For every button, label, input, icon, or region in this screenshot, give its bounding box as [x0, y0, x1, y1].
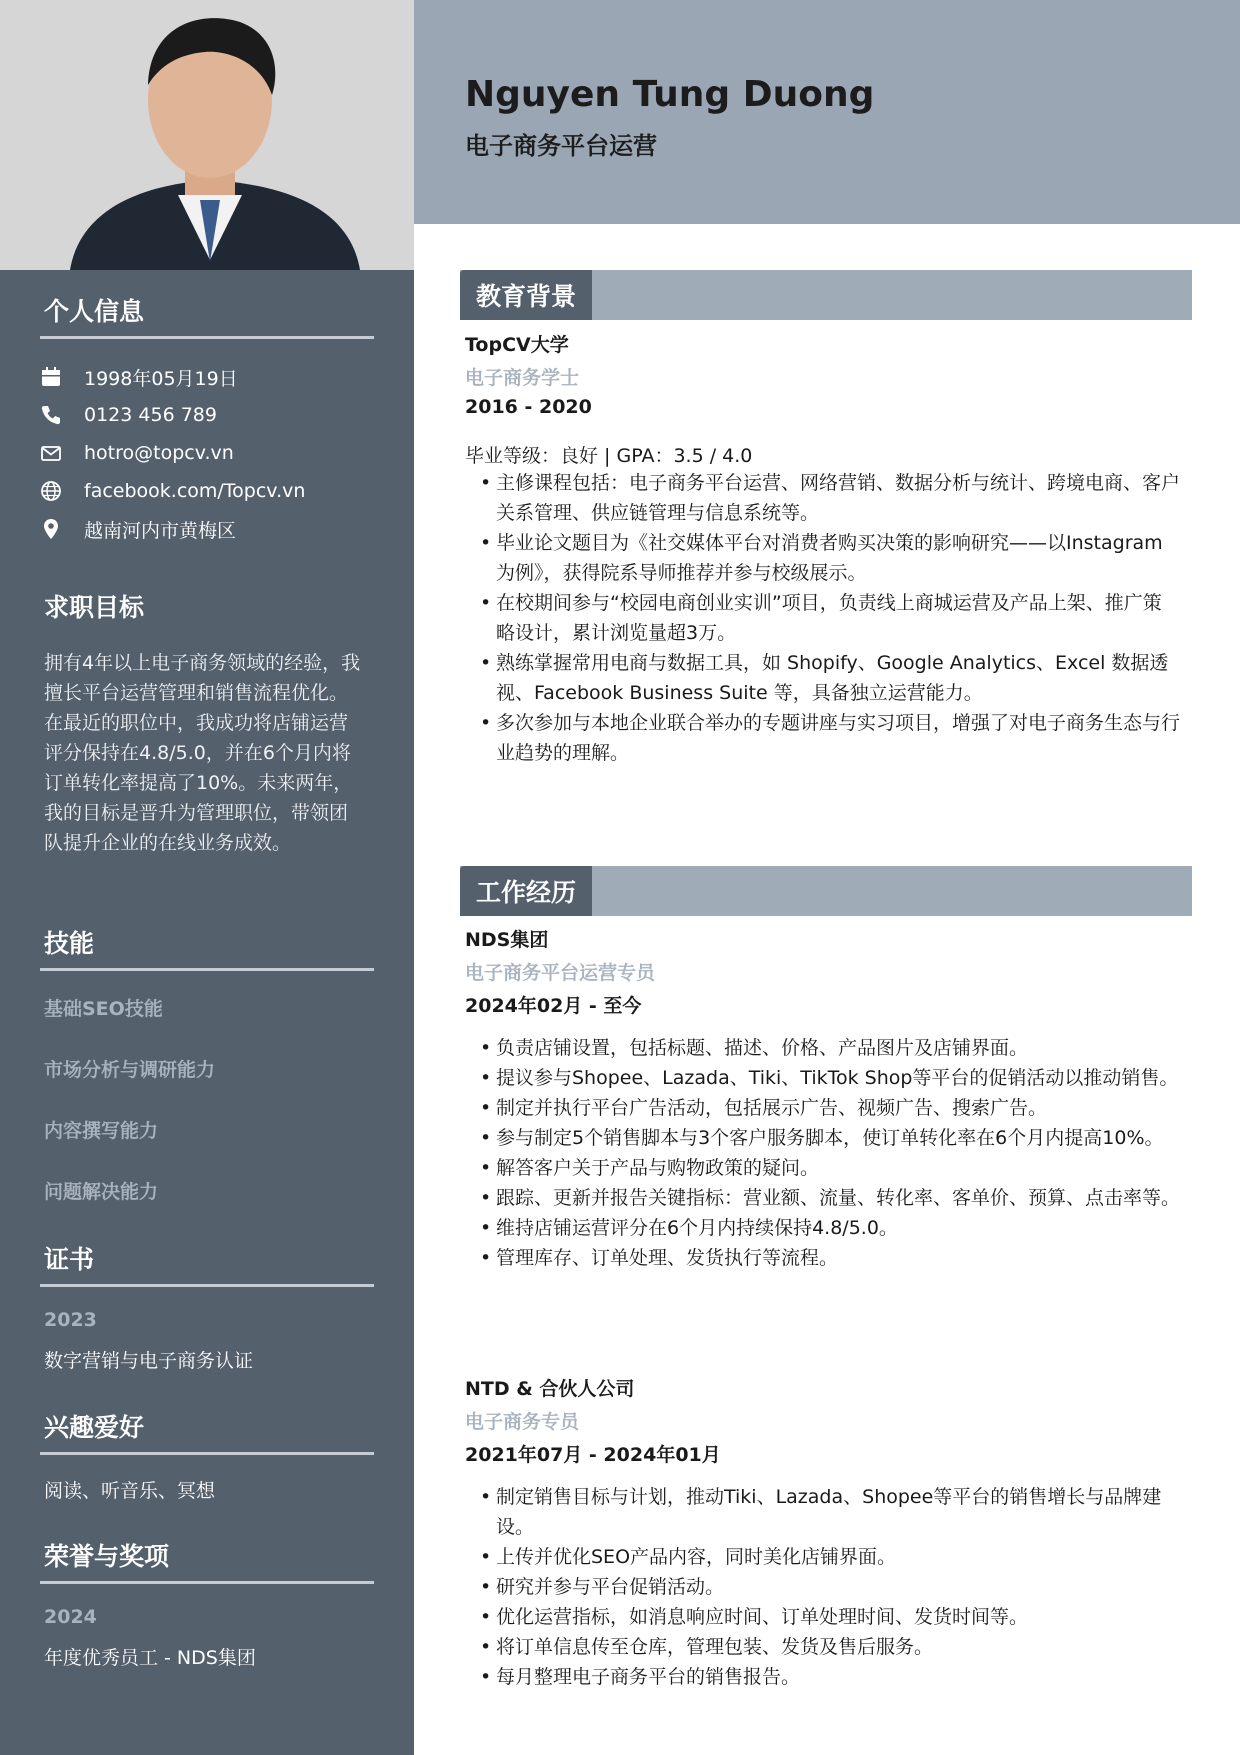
contact-email [40, 438, 234, 468]
interests-heading [44, 1408, 374, 1444]
contact-birthday-text: 1998年05月19日 [84, 367, 238, 390]
education-school: TopCV大学 [465, 334, 569, 356]
job-role: 电子商务专员 [465, 1411, 580, 1433]
list-item: • 制定并执行平台广告活动，包括展示广告、视频广告、搜索广告。 [480, 1093, 1180, 1123]
award-year: 2024 [44, 1606, 97, 1628]
contact-phone-text: 0123 456 789 [84, 404, 217, 426]
job-company: NTD & 合伙人公司 [465, 1378, 635, 1400]
list-item: • 在校期间参与“校园电商创业实训”项目，负责线上商城运营及产品上架、推广策略设计，累计浏览量超3万。 [480, 588, 1180, 648]
list-item: • 研究并参与平台促销活动。 [480, 1572, 1180, 1602]
list-item: • 熟练掌握常用电商与数据工具，如 Shopify、Google Analytics、Excel 数据透视、Facebook Business Suite 等，具备独立运营能力。 [480, 648, 1180, 708]
contact-website [40, 476, 305, 506]
objective-heading [44, 588, 374, 624]
skills-heading-text: 技能 [44, 929, 95, 958]
skill-item: 基础SEO技能 [44, 998, 163, 1020]
list-item: • 毕业论文题目为《社交媒体平台对消费者购买决策的影响研究——以Instagram为例》，获得院系导师推荐并参与校级展示。 [480, 528, 1180, 588]
job-bullets [480, 1033, 1180, 1273]
award-name: 年度优秀员工 - NDS集团 [44, 1647, 256, 1669]
list-item: • 管理库存、订单处理、发货执行等流程。 [480, 1243, 1180, 1273]
cert-year: 2023 [44, 1309, 97, 1331]
skill-item: 内容撰写能力 [44, 1120, 159, 1142]
list-item: • 解答客户关于产品与购物政策的疑问。 [480, 1153, 1180, 1183]
education-grade: 毕业等级：良好 | GPA：3.5 / 4.0 [465, 445, 753, 467]
candidate-name: Nguyen Tung Duong [465, 74, 875, 115]
profile-photo [0, 0, 414, 270]
job-role: 电子商务平台运营专员 [465, 962, 656, 984]
skill-item: 市场分析与调研能力 [44, 1059, 216, 1081]
list-item: • 主修课程包括：电子商务平台运营、网络营销、数据分析与统计、跨境电商、客户关系管理、供应链管理与信息系统等。 [480, 468, 1180, 528]
certs-heading [44, 1240, 374, 1276]
list-item: • 跟踪、更新并报告关键指标：营业额、流量、转化率、客单价、预算、点击率等。 [480, 1183, 1180, 1213]
objective-text: 拥有4年以上电子商务领域的经验，我擅长平台运营管理和销售流程优化。在最近的职位中，我成功将店铺运营评分保持在4.8/5.0，并在6个月内将订单转化率提高了10%。未来两年，我的目标是晋升为管理职位，带领团队提升企业的在线业务成效。 [44, 652, 361, 854]
candidate-title: 电子商务平台运营 [465, 132, 657, 160]
contact-location-text: 越南河内市黄梅区 [84, 519, 237, 542]
job-dates: 2021年07月 - 2024年01月 [465, 1444, 721, 1466]
cert-name: 数字营销与电子商务认证 [44, 1350, 254, 1372]
skills-heading [44, 924, 374, 960]
divider [40, 1581, 374, 1584]
list-item: • 维持店铺运营评分在6个月内持续保持4.8/5.0。 [480, 1213, 1180, 1243]
list-item: • 将订单信息传至仓库，管理包装、发货及售后服务。 [480, 1632, 1180, 1662]
list-item: • 上传并优化SEO产品内容，同时美化店铺界面。 [480, 1542, 1180, 1572]
contact-phone [40, 400, 217, 430]
list-item: • 负责店铺设置，包括标题、描述、价格、产品图片及店铺界面。 [480, 1033, 1180, 1063]
contact-website-text: facebook.com/Topcv.vn [84, 480, 306, 502]
contact-location [40, 514, 236, 544]
contact-birthday [40, 362, 238, 392]
list-item: • 制定销售目标与计划，推动Tiki、Lazada、Shopee等平台的销售增长与品牌建设。 [480, 1482, 1180, 1542]
list-item: • 多次参加与本地企业联合举办的专题讲座与实习项目，增强了对电子商务生态与行业趋势的理解。 [480, 708, 1180, 768]
location-pin-icon [40, 518, 62, 540]
education-bullets [480, 468, 1180, 768]
interests-text: 阅读、听音乐、冥想 [44, 1480, 216, 1502]
calendar-icon [40, 366, 62, 388]
divider [40, 1452, 374, 1455]
skill-item: 问题解决能力 [44, 1181, 159, 1203]
list-item: • 每月整理电子商务平台的销售报告。 [480, 1662, 1180, 1692]
awards-heading [44, 1537, 374, 1573]
personal-info-heading-text: 个人信息 [44, 297, 145, 326]
email-icon [40, 442, 62, 464]
personal-info-heading [44, 292, 374, 328]
job-bullets [480, 1482, 1180, 1692]
globe-icon [40, 480, 62, 502]
divider [40, 1284, 374, 1287]
phone-icon [40, 404, 62, 426]
interests-heading-text: 兴趣爱好 [44, 1413, 145, 1442]
list-item: • 提议参与Shopee、Lazada、Tiki、TikTok Shop等平台的促销活动以推动销售。 [480, 1063, 1180, 1093]
work-heading: 工作经历 [460, 866, 592, 916]
education-heading: 教育背景 [460, 270, 592, 320]
objective-heading-text: 求职目标 [44, 593, 145, 622]
job-dates: 2024年02月 - 至今 [465, 995, 642, 1017]
awards-heading-text: 荣誉与奖项 [44, 1542, 170, 1571]
certs-heading-text: 证书 [44, 1245, 95, 1274]
divider [40, 968, 374, 971]
education-dates: 2016 - 2020 [465, 396, 592, 418]
list-item: • 优化运营指标，如消息响应时间、订单处理时间、发货时间等。 [480, 1602, 1180, 1632]
education-degree: 电子商务学士 [465, 367, 580, 389]
list-item: • 参与制定5个销售脚本与3个客户服务脚本，使订单转化率在6个月内提高10%。 [480, 1123, 1180, 1153]
divider [40, 336, 374, 339]
contact-email-text: hotro@topcv.vn [84, 442, 234, 464]
job-company: NDS集团 [465, 929, 549, 951]
portrait-avatar-icon [0, 0, 414, 270]
